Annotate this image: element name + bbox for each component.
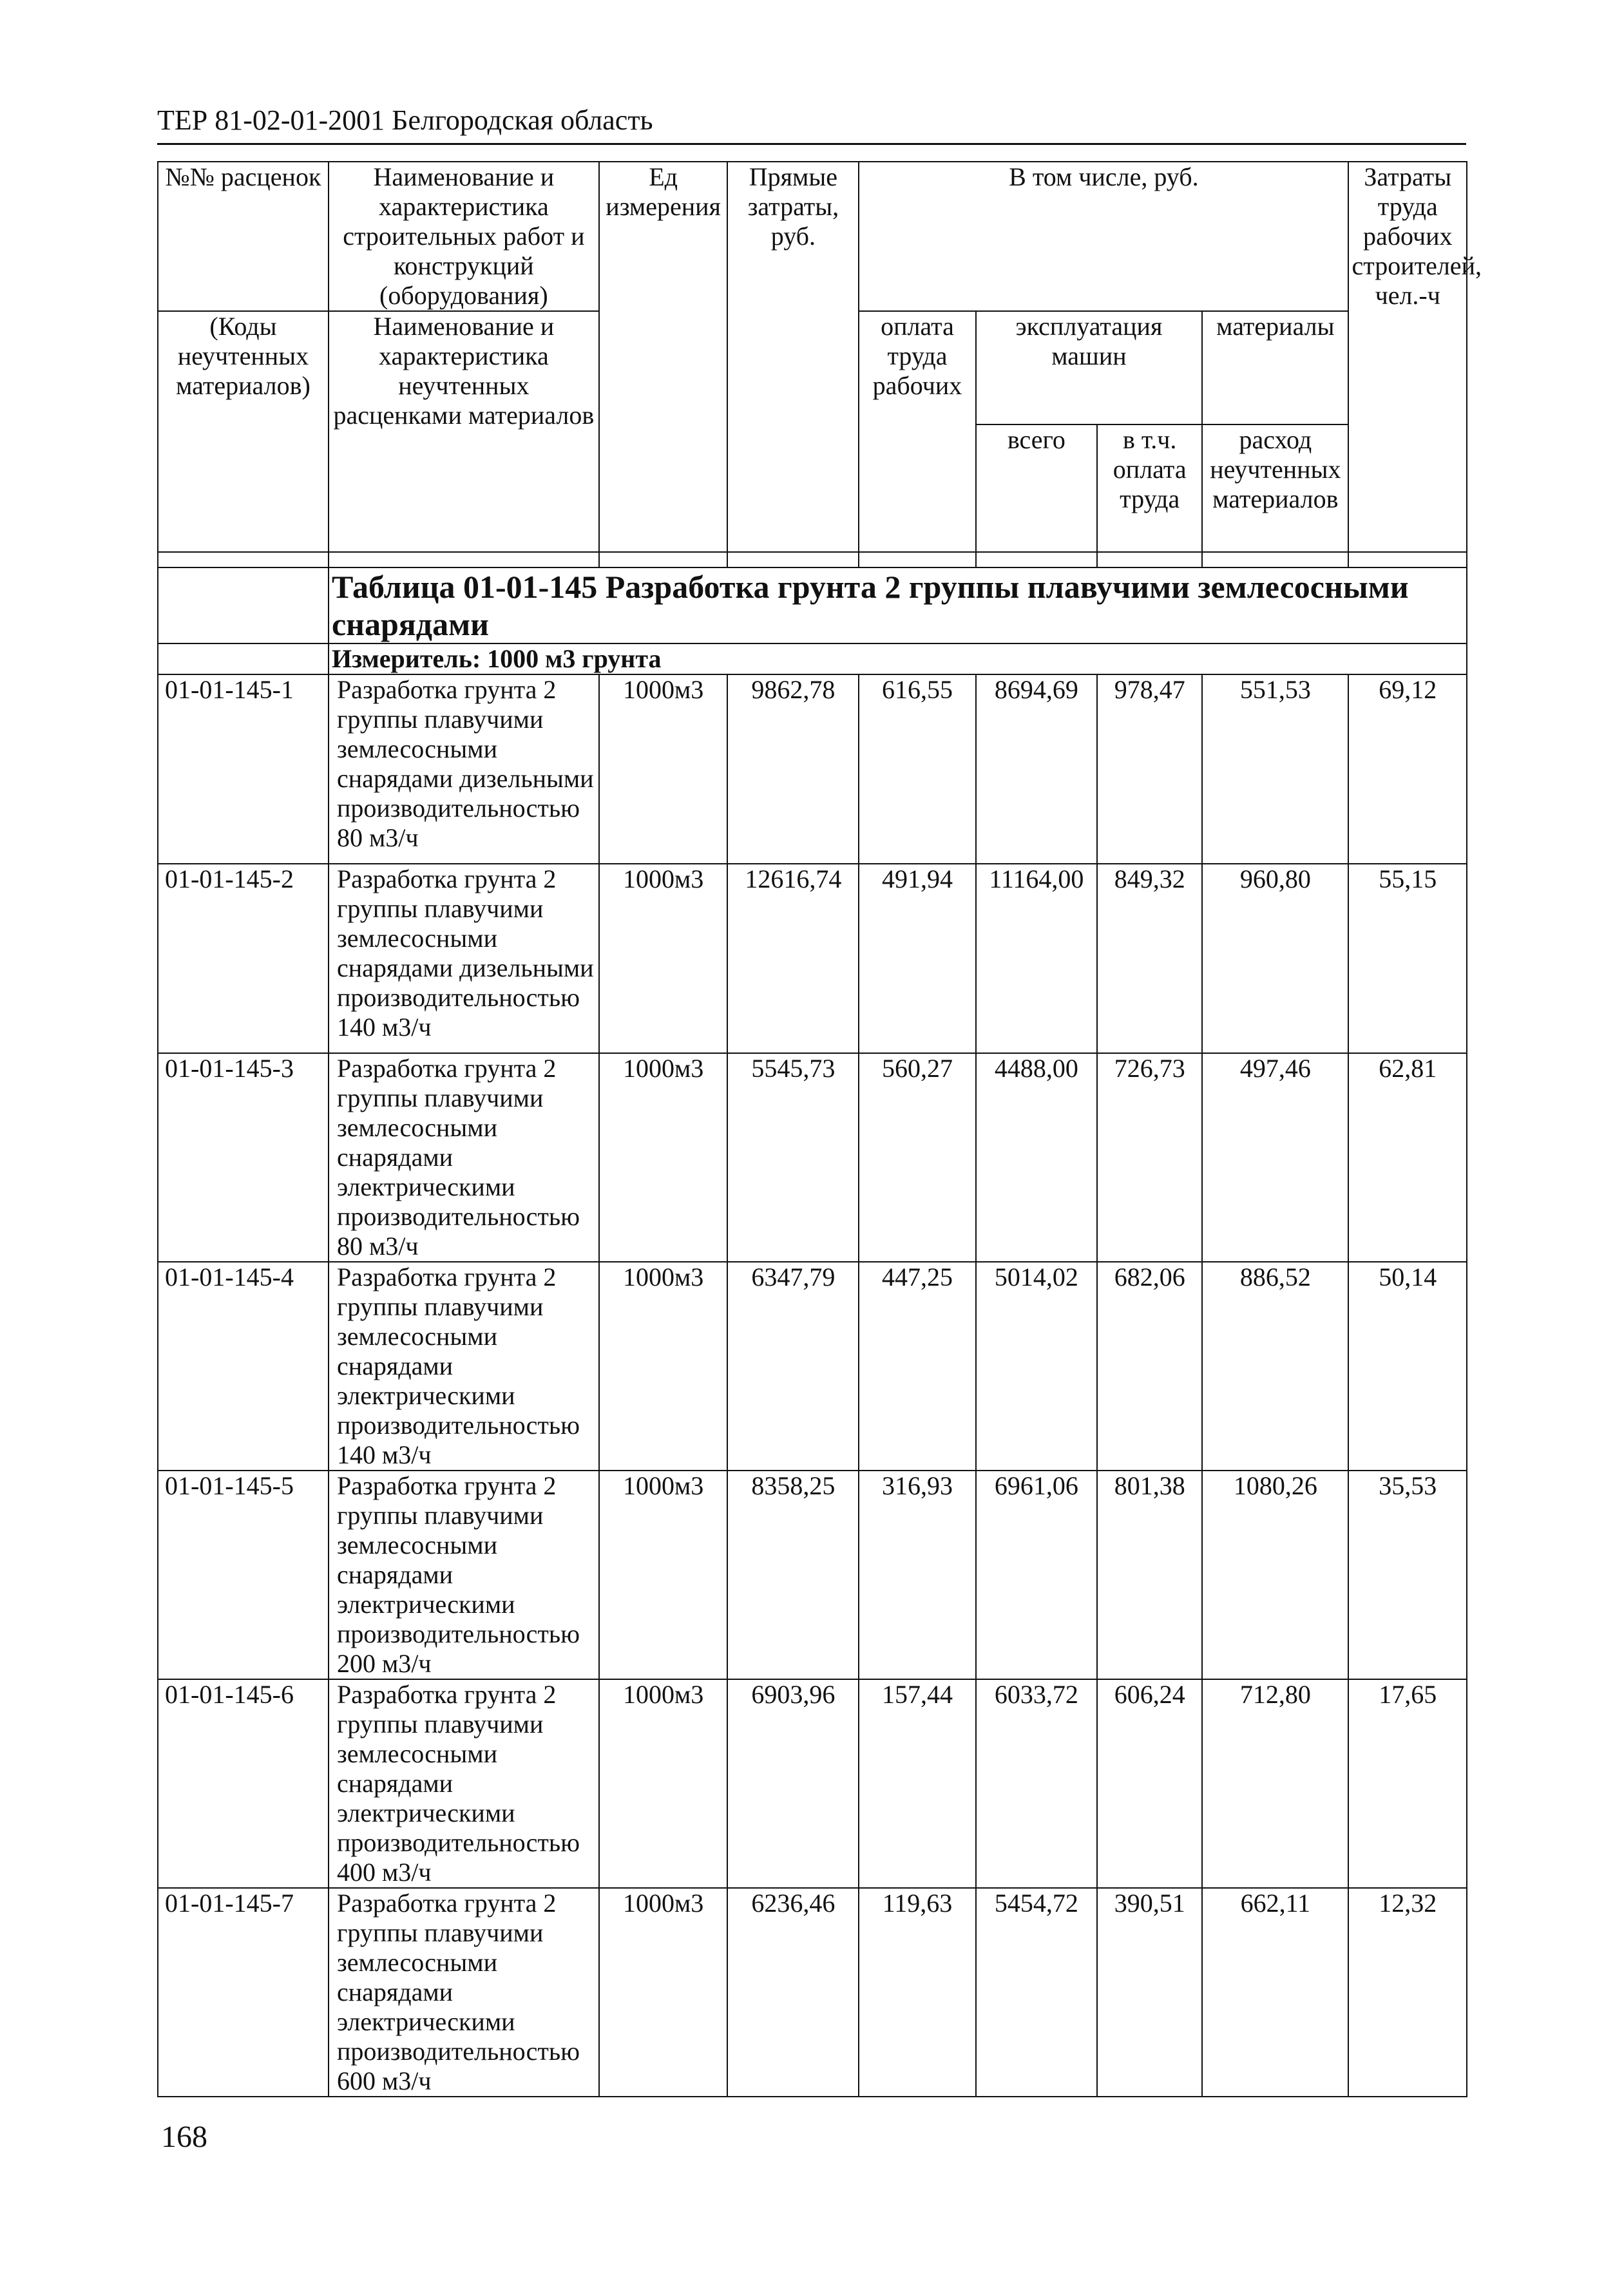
rate-name: Разработка грунта 2 группы плавучими землесосными снарядами дизельными производительностью 140 м3/ч [329,864,599,1053]
col-name-sub-header: Наименование и характеристика неучтенных расценками материалов [329,311,599,552]
table-row [158,1888,1467,2097]
rate-machines-total: 8694,69 [976,674,1098,864]
rate-code: 01-01-145-7 [158,1888,329,2097]
table-row [158,864,1467,1053]
rate-machines-labor: 978,47 [1097,674,1202,864]
rate-direct-cost: 9862,78 [727,674,859,864]
rate-machines-labor: 801,38 [1097,1471,1202,1679]
rate-name: Разработка грунта 2 группы плавучими землесосными снарядами электрическими производительностью 600 м3/ч [329,1888,599,2097]
rate-direct-cost: 6347,79 [727,1262,859,1471]
rate-direct-cost: 6236,46 [727,1888,859,2097]
rate-labor-hours: 62,81 [1348,1053,1467,1262]
rate-code: 01-01-145-1 [158,674,329,864]
rate-machines-total: 6961,06 [976,1471,1098,1679]
rate-labor-hours: 12,32 [1348,1888,1467,2097]
table-row [158,1471,1467,1679]
table-row [158,1679,1467,1888]
rate-labor-hours: 17,65 [1348,1679,1467,1888]
rate-machines-labor: 606,24 [1097,1679,1202,1888]
rate-labor-pay: 616,55 [859,674,975,864]
rates-table [157,161,1482,2097]
table-row [158,674,1467,864]
rate-machines-labor: 849,32 [1097,864,1202,1053]
rate-code: 01-01-145-4 [158,1262,329,1471]
rate-name: Разработка грунта 2 группы плавучими землесосными снарядами дизельными производительностью 80 м3/ч [329,674,599,864]
col-machines-total-header: всего [976,424,1098,552]
table-row [158,1053,1467,1262]
page-header: ТЕР 81-02-01-2001 Белгородская область [157,103,1466,145]
rate-materials: 662,11 [1202,1888,1348,2097]
rate-labor-hours: 50,14 [1348,1262,1467,1471]
rate-labor-pay: 157,44 [859,1679,975,1888]
rate-machines-total: 6033,72 [976,1679,1098,1888]
rate-unit: 1000м3 [599,674,728,864]
page-number: 168 [161,2120,207,2154]
rate-labor-pay: 119,63 [859,1888,975,2097]
col-unit-header: Ед измерения [599,162,728,552]
col-direct-header: Прямые затраты, руб. [727,162,859,552]
rate-code: 01-01-145-3 [158,1053,329,1262]
rate-name: Разработка грунта 2 группы плавучими землесосными снарядами электрическими производительностью 400 м3/ч [329,1679,599,1888]
rate-labor-hours: 55,15 [1348,864,1467,1053]
rate-materials: 497,46 [1202,1053,1348,1262]
rate-machines-labor: 726,73 [1097,1053,1202,1262]
rate-materials: 1080,26 [1202,1471,1348,1679]
table-title: Таблица 01-01-145 Разработка грунта 2 группы плавучими землесосными снарядами [329,567,1467,643]
rate-materials: 551,53 [1202,674,1348,864]
col-materials-header: материалы [1202,311,1348,424]
rate-machines-labor: 682,06 [1097,1262,1202,1471]
rate-labor-hours: 69,12 [1348,674,1467,864]
table-title-row [158,567,1467,643]
rate-labor-hours: 35,53 [1348,1471,1467,1679]
rate-unit: 1000м3 [599,1888,728,2097]
table-row [158,1262,1467,1471]
col-materials-sub-header: расход неучтенных материалов [1202,424,1348,552]
rate-code: 01-01-145-6 [158,1679,329,1888]
spacer-row [158,552,1467,567]
rate-name: Разработка грунта 2 группы плавучими землесосными снарядами электрическими производительностью 140 м3/ч [329,1262,599,1471]
rate-labor-pay: 447,25 [859,1262,975,1471]
rate-unit: 1000м3 [599,1471,728,1679]
rate-labor-pay: 491,94 [859,864,975,1053]
col-machines-labor-header: в т.ч. оплата труда [1097,424,1202,552]
rate-direct-cost: 5545,73 [727,1053,859,1262]
rate-machines-total: 4488,00 [976,1053,1098,1262]
rate-direct-cost: 12616,74 [727,864,859,1053]
rate-name: Разработка грунта 2 группы плавучими землесосными снарядами электрическими производительностью 80 м3/ч [329,1053,599,1262]
rate-direct-cost: 6903,96 [727,1679,859,1888]
rate-materials: 960,80 [1202,864,1348,1053]
col-code-header: №№ расценок [158,162,329,311]
col-code-sub-header: (Коды неучтенных материалов) [158,311,329,552]
col-name-header: Наименование и характеристика строительных работ и конструкций (оборудования) [329,162,599,311]
rate-code: 01-01-145-5 [158,1471,329,1679]
rate-name: Разработка грунта 2 группы плавучими землесосными снарядами электрическими производительностью 200 м3/ч [329,1471,599,1679]
rate-machines-total: 11164,00 [976,864,1098,1053]
col-including-header: В том числе, руб. [859,162,1348,311]
rate-materials: 712,80 [1202,1679,1348,1888]
rate-unit: 1000м3 [599,864,728,1053]
col-machines-header: эксплуатация машин [976,311,1203,424]
rate-labor-pay: 316,93 [859,1471,975,1679]
rate-materials: 886,52 [1202,1262,1348,1471]
rate-machines-total: 5454,72 [976,1888,1098,2097]
rate-unit: 1000м3 [599,1262,728,1471]
rate-direct-cost: 8358,25 [727,1471,859,1679]
measure-row [158,643,1467,674]
rate-machines-labor: 390,51 [1097,1888,1202,2097]
rate-unit: 1000м3 [599,1679,728,1888]
header-row-1 [158,162,1467,311]
rate-code: 01-01-145-2 [158,864,329,1053]
rate-labor-pay: 560,27 [859,1053,975,1262]
col-labor-pay-header: оплата труда рабочих [859,311,975,552]
rate-machines-total: 5014,02 [976,1262,1098,1471]
rate-unit: 1000м3 [599,1053,728,1262]
table-measure: Измеритель: 1000 м3 грунта [329,643,1467,674]
col-labor-hours-header: Затраты труда рабочих строителей, чел.-ч [1348,162,1467,552]
